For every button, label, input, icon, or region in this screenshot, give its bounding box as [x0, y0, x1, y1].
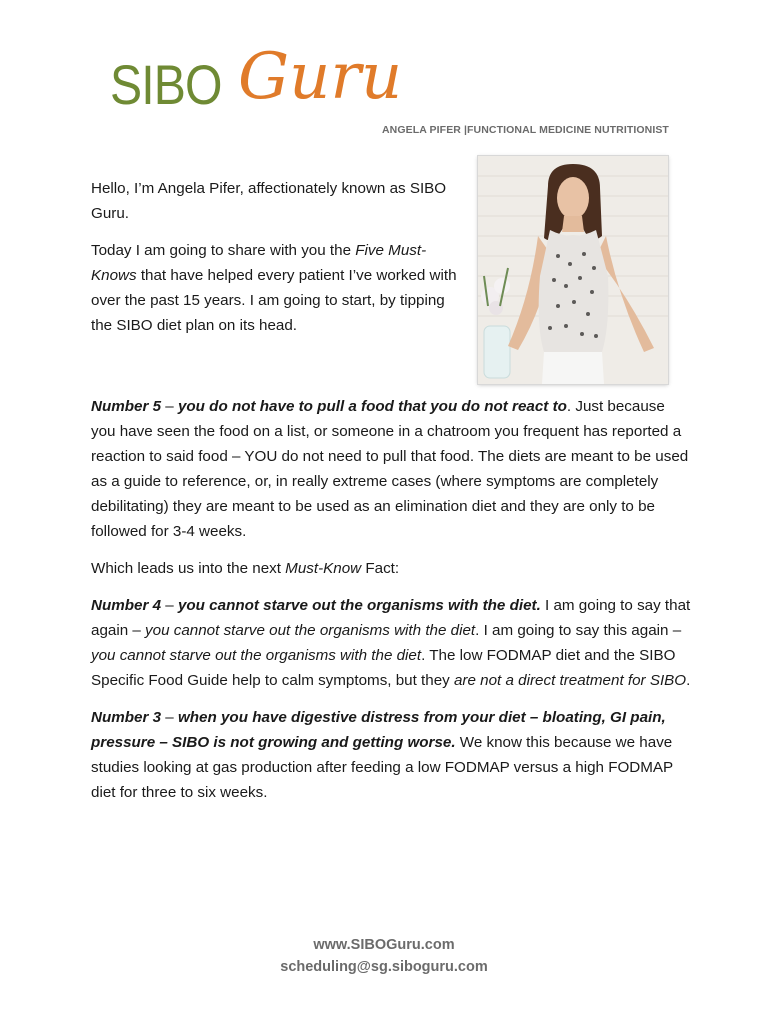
number-4-text: . [686, 672, 691, 689]
logo-guru-text: Guru [238, 40, 403, 114]
number-4-emphasis: you cannot starve out the organisms with the diet [91, 647, 422, 664]
number-4-text: . I am going to say this again – [475, 622, 682, 639]
number-3-paragraph [91, 705, 691, 805]
number-4-emphasis: are not a direct treatment for SIBO [453, 672, 687, 689]
dash: – [161, 398, 178, 415]
intro-emphasis: Five Must-Knows [91, 242, 427, 284]
logo-sibo-text: SIBO [110, 53, 222, 116]
number-5-label: Number 5 [91, 398, 162, 415]
email-link[interactable]: scheduling@sg.siboguru.com [280, 959, 488, 975]
portrait-photo [478, 156, 668, 384]
intro-text: Today I am going to share with you the [91, 242, 356, 259]
intro-paragraph-1: Hello, I’m Angela Pifer, affectionately known as SIBO Guru. [91, 180, 447, 222]
dash: – [161, 597, 178, 614]
number-5-text: . Just because you have seen the food on a list, or someone in a chatroom you frequent has reported a reaction to said food – YOU do not need to pull that food. The diets are meant to be used as a guide to reference, or, in really extreme cases (where symptoms are completely debilitating) they are meant to be used as an elimination diet and they are only to be followed for 3-4 weeks. [91, 398, 689, 540]
lead-text: Which leads us into the next [91, 560, 286, 577]
number-4-text: . The low FODMAP diet and the SIBO Specific Food Guide help to calm symptoms, but they [91, 647, 676, 689]
portrait-illustration [478, 156, 668, 384]
number-3-headline: when you have digestive distress from your diet – bloating, GI pain, pressure – SIBO is not growing and getting worse. [91, 709, 666, 751]
lead-emphasis: Must-Know [285, 560, 362, 577]
intro-section [91, 176, 461, 350]
lead-in-paragraph [91, 556, 691, 581]
lead-text: Fact: [361, 560, 400, 577]
number-4-headline: you cannot starve out the organisms with the diet. [177, 597, 541, 614]
number-5-paragraph [91, 394, 691, 544]
number-4-text: I am going to say that again – [91, 597, 691, 639]
dash: – [161, 709, 178, 726]
number-4-label: Number 4 [91, 597, 162, 614]
number-3-label: Number 3 [91, 709, 162, 726]
number-5-headline: you do not have to pull a food that you do not react to [177, 398, 567, 415]
number-3-text: We know this because we have studies looking at gas production after feeding a low FODMAP versus a high FODMAP diet for three to six weeks. [91, 734, 673, 801]
main-content [91, 394, 691, 817]
tagline: ANGELA PIFER |FUNCTIONAL MEDICINE NUTRITIONIST [382, 124, 669, 136]
website-link[interactable]: www.SIBOGuru.com [313, 937, 455, 953]
footer [0, 934, 768, 978]
intro-paragraph-2 [91, 238, 461, 338]
number-4-emphasis: you cannot starve out the organisms with the diet [145, 622, 476, 639]
intro-text: that have helped every patient I’ve worked with over the past 15 years. I am going to start, by tipping the SIBO diet plan on its head. [91, 267, 457, 334]
number-4-paragraph [91, 593, 691, 693]
